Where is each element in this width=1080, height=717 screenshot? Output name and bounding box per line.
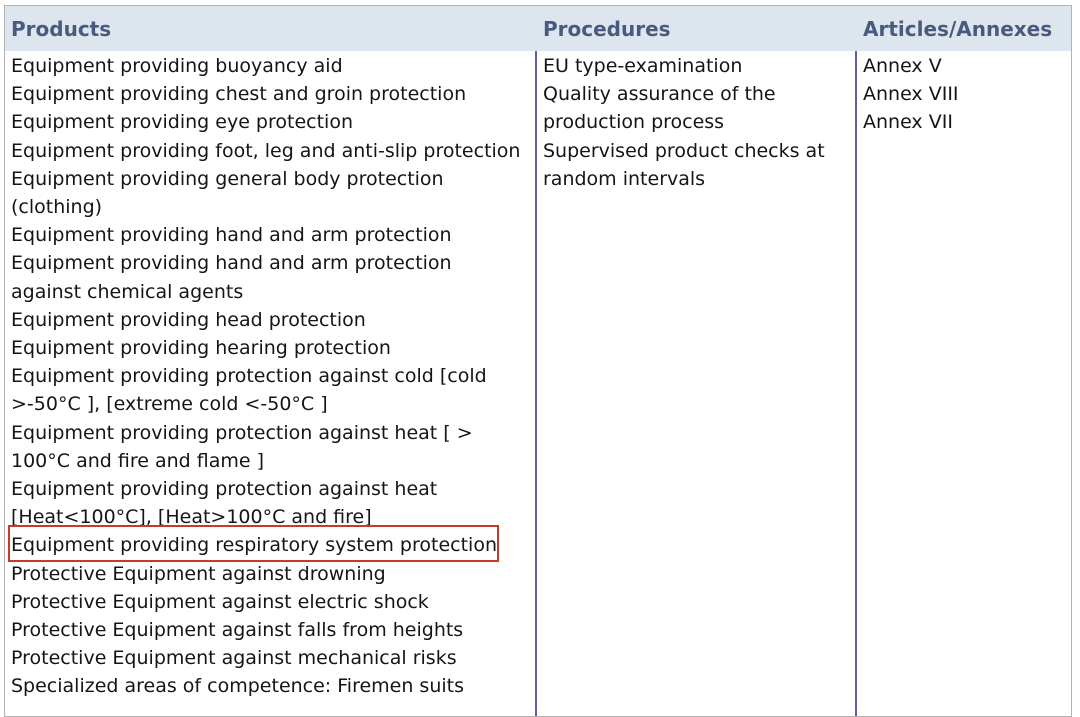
procedures-line: production process [543, 111, 725, 134]
procedures-line: random intervals [543, 167, 706, 190]
products-line: Equipment providing chest and groin protection [11, 83, 467, 106]
products-line: Equipment providing foot, leg and anti-slip protection [11, 139, 521, 162]
products-line: Equipment providing protection against cold [cold [11, 365, 487, 388]
products-line: 100°C and fire and flame ] [11, 449, 264, 472]
products-line: Equipment providing buoyancy aid [11, 55, 343, 77]
procedures-column [543, 52, 825, 193]
header-articles-annexes: Articles/Annexes [863, 17, 1053, 41]
products-line: [Heat<100°C], [Heat>100°C and fire] [11, 506, 372, 529]
products-line: Equipment providing protection against heat [ > [11, 421, 473, 444]
products-line: Equipment providing hearing protection [11, 337, 391, 360]
products-line: Protective Equipment against drowning [11, 562, 386, 585]
products-line: Equipment providing head protection [11, 308, 366, 331]
products-line-highlighted: Equipment providing respiratory system protection [11, 534, 497, 557]
products-line: Equipment providing hand and arm protection [11, 252, 452, 275]
header-procedures: Procedures [543, 17, 671, 41]
products-line: Equipment providing general body protection [11, 167, 444, 190]
column-divider-1 [535, 51, 537, 716]
articles-line: Annex VII [863, 111, 953, 134]
products-line: Specialized areas of competence: Firemen suits [11, 675, 465, 698]
products-line: Protective Equipment against electric shock [11, 590, 429, 613]
annex-table [4, 5, 1072, 717]
articles-line: Annex VIII [863, 83, 959, 106]
articles-line: Annex V [863, 55, 942, 77]
procedures-line: Quality assurance of the [543, 83, 776, 106]
products-line: Equipment providing eye protection [11, 111, 353, 134]
products-line: (clothing) [11, 196, 103, 219]
products-column [11, 52, 520, 701]
products-line: Protective Equipment against falls from heights [11, 619, 464, 642]
products-line: Equipment providing hand and arm protection [11, 224, 452, 247]
procedures-line: EU type-examination [543, 55, 743, 77]
products-line: against chemical agents [11, 280, 244, 303]
articles-column [863, 52, 959, 137]
procedures-line: Supervised product checks at [543, 139, 825, 162]
products-line: Protective Equipment against mechanical risks [11, 647, 457, 670]
header-products: Products [11, 17, 112, 41]
products-line: Equipment providing protection against heat [11, 478, 438, 501]
column-divider-2 [855, 51, 857, 716]
products-line: >-50°C ], [extreme cold <-50°C ] [11, 393, 328, 416]
table-header-row [5, 6, 1071, 51]
